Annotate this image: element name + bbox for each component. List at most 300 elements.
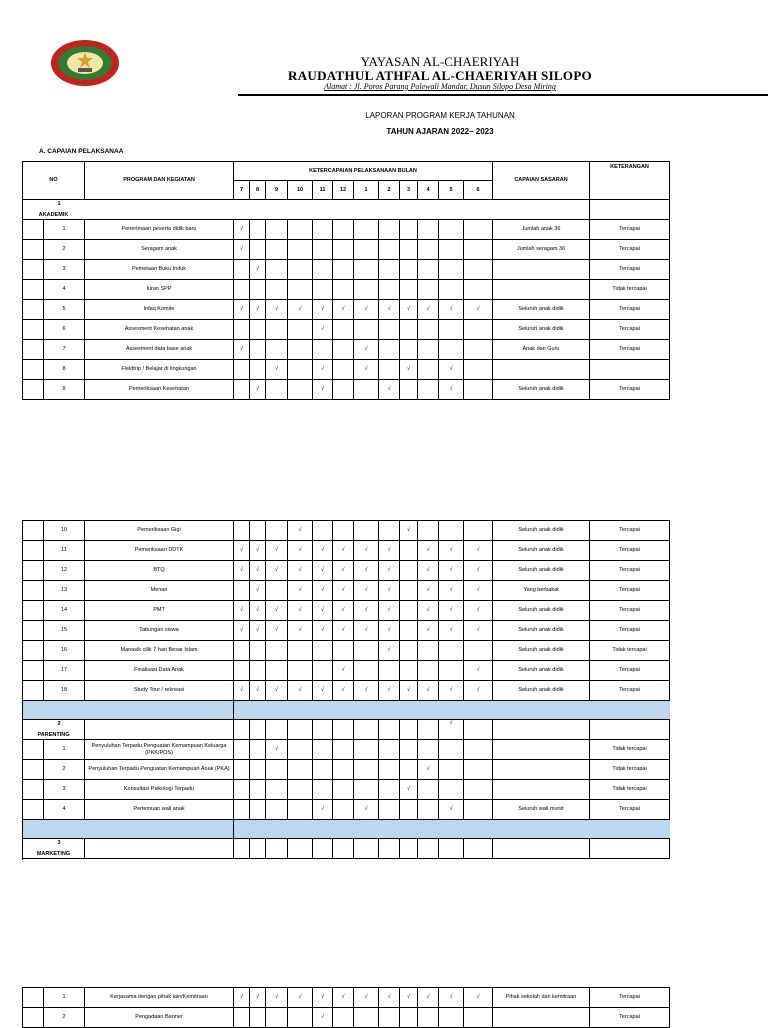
month-check [288,340,313,360]
month-check [266,1008,288,1028]
note-cell: Tidak tercapai [590,740,670,760]
month-check: √ [313,988,333,1008]
indent-cell [23,541,44,561]
note-cell: Tidak tercapai [590,641,670,661]
month-check [234,581,250,601]
section-akademik [23,200,85,220]
month-check [333,521,354,541]
target-cell [493,780,590,800]
month-check: √ [250,681,266,701]
program-name: Menari [85,581,234,601]
row-number: 18 [44,681,85,701]
month-check: √ [234,621,250,641]
row-number: 1 [44,740,85,760]
month-check [400,340,418,360]
program-name: Finalisasi Data Anak [85,661,234,681]
table-row [23,260,670,280]
row-number: 2 [44,240,85,260]
month-check [464,521,493,541]
month-check [266,641,288,661]
row-number: 16 [44,641,85,661]
row-number: 6 [44,320,85,340]
margin-line [22,987,23,1024]
program-name: Fieldtrip / Belajar di lingkungan [85,360,234,380]
program-name: Kerjasama dengan pihak lain/Kemitraan [85,988,234,1008]
program-table-page1 [22,161,670,400]
header-no: NO [23,162,85,200]
month-check: √ [418,621,439,641]
month-check [288,780,313,800]
month-check [288,240,313,260]
month-check [379,240,400,260]
month-check [313,260,333,280]
month-check [250,661,266,681]
month-check: √ [400,360,418,380]
month-check: √ [439,988,464,1008]
program-name: Penyuluhan Terpadu Penguatan Kemampuan Anak (PKA) [85,760,234,780]
row-number: 1 [44,988,85,1008]
month-check [439,340,464,360]
month-check: √ [464,601,493,621]
month-check [400,1008,418,1028]
month-check [266,320,288,340]
month-check: √ [250,621,266,641]
month-check [250,360,266,380]
indent-cell [23,661,44,681]
month-check [313,780,333,800]
month-check [250,641,266,661]
month-check [250,740,266,760]
month-check [333,360,354,380]
month-check [379,760,400,780]
indent-cell [23,641,44,661]
row-number: 14 [44,601,85,621]
note-cell: Tercapai [590,621,670,641]
month-check: √ [439,621,464,641]
row-number: 7 [44,340,85,360]
indent-cell [23,280,44,300]
row-number: 3 [44,260,85,280]
indent-cell [23,1008,44,1028]
margin-line [22,200,23,397]
month-check: √ [313,541,333,561]
month-check [250,780,266,800]
month-check [333,780,354,800]
month-check [400,661,418,681]
month-check [333,280,354,300]
table-row [23,300,670,320]
table-row [23,641,670,661]
month-check: √ [354,601,379,621]
month-check [288,740,313,760]
month-check [439,220,464,240]
month-check [250,280,266,300]
month-check: √ [234,340,250,360]
month-check: √ [266,988,288,1008]
month-check: √ [313,681,333,701]
month-check [354,641,379,661]
month-check [464,260,493,280]
month-check: √ [250,300,266,320]
table-row [23,581,670,601]
month-check [250,340,266,360]
month-check [464,360,493,380]
month-check [400,621,418,641]
month-check [439,280,464,300]
month-header: 6 [464,181,493,200]
month-check: √ [439,360,464,380]
indent-cell [23,220,44,240]
report-title: LAPORAN PROGRAM KERJA TAHUNAN [365,111,515,120]
month-check: √ [250,380,266,400]
month-check: √ [400,681,418,701]
row-number: 12 [44,561,85,581]
month-check: √ [464,988,493,1008]
note-cell: Tercapai [590,601,670,621]
note-cell: Tercapai [590,521,670,541]
month-check [288,661,313,681]
month-check: √ [464,581,493,601]
month-check [333,220,354,240]
month-check [379,220,400,240]
month-check [250,220,266,240]
month-check [266,581,288,601]
month-check [313,521,333,541]
indent-cell [23,780,44,800]
month-check [464,340,493,360]
month-check [266,521,288,541]
table-row [23,1008,670,1028]
month-check: √ [234,220,250,240]
month-check: √ [354,541,379,561]
note-cell: Tercapai [590,661,670,681]
month-check: √ [313,320,333,340]
section-marketing [23,839,85,859]
row-number: 17 [44,661,85,681]
program-name: Pemeriksaan Gigi [85,521,234,541]
row-number: 9 [44,380,85,400]
indent-cell [23,800,44,820]
table-row [23,780,670,800]
target-cell [493,360,590,380]
month-check: √ [234,240,250,260]
month-check: √ [333,561,354,581]
academic-year: TAHUN AJARAN 2022– 2023 [386,127,494,136]
target-cell [493,760,590,780]
month-header: 11 [313,181,333,200]
table-row [23,320,670,340]
month-check: √ [234,681,250,701]
month-check: √ [288,601,313,621]
month-check: √ [333,601,354,621]
month-check [464,220,493,240]
separator-band [23,701,670,720]
month-check [400,800,418,820]
note-cell: Tercapai [590,988,670,1008]
month-check [234,740,250,760]
month-check: √ [250,581,266,601]
note-cell [590,360,670,380]
month-check [418,220,439,240]
program-name: PMT [85,601,234,621]
target-cell: Seluruh anak didik [493,621,590,641]
month-check [288,280,313,300]
program-name: Pengadaan Banner [85,1008,234,1028]
month-check [333,380,354,400]
month-check [354,380,379,400]
month-check: √ [418,581,439,601]
month-check: √ [379,561,400,581]
target-cell: Seluruh anak didik [493,380,590,400]
indent-cell [23,740,44,760]
month-check [354,240,379,260]
target-cell: Seluruh anak didik [493,561,590,581]
row-number: 2 [44,1008,85,1028]
month-check: √ [234,300,250,320]
month-check: √ [439,581,464,601]
section-title: PARENTING [37,731,70,738]
target-cell: Seluruh anak didik [493,681,590,701]
row-number: 15 [44,621,85,641]
month-check [354,740,379,760]
month-check: √ [250,988,266,1008]
indent-cell [23,521,44,541]
note-cell: Tercapai [590,541,670,561]
month-check [266,780,288,800]
month-check: √ [439,561,464,581]
month-check [288,220,313,240]
note-cell: Tercapai [590,561,670,581]
month-check [464,780,493,800]
program-name: BTQ [85,561,234,581]
month-check [379,1008,400,1028]
table-row [23,561,670,581]
month-check [313,740,333,760]
month-check [234,760,250,780]
month-check [333,800,354,820]
month-check [313,240,333,260]
month-check: √ [464,661,493,681]
note-cell: Tercapai [590,581,670,601]
month-check: √ [439,681,464,701]
month-check [234,360,250,380]
indent-cell [23,320,44,340]
month-check [234,800,250,820]
month-check: √ [333,581,354,601]
org-name: YAYASAN AL-CHAERIYAH [360,54,520,69]
month-check: √ [333,621,354,641]
table-row [23,800,670,820]
month-check [266,280,288,300]
month-check: √ [418,601,439,621]
indent-cell [23,300,44,320]
month-check [288,800,313,820]
month-check [400,601,418,621]
month-check [464,240,493,260]
month-check [400,320,418,340]
month-check [333,760,354,780]
month-header: 12 [333,181,354,200]
table-row [23,988,670,1008]
month-check [288,260,313,280]
month-check: √ [439,601,464,621]
table-row [23,280,670,300]
month-check: √ [400,521,418,541]
indent-cell [23,260,44,280]
table-row [23,681,670,701]
section-number: 3 [57,840,61,847]
program-name: Pemeriksaan DDTK [85,541,234,561]
month-check: √ [464,541,493,561]
month-header: 10 [288,181,313,200]
month-check [418,800,439,820]
month-check [288,641,313,661]
month-check: √ [379,641,400,661]
section-row-parenting [23,720,670,740]
program-name: Assesment Kesehatan anak [85,320,234,340]
month-check: √ [379,581,400,601]
month-check [266,220,288,240]
note-cell: Tidak tercapai [590,280,670,300]
month-check [234,641,250,661]
month-check: √ [234,601,250,621]
month-check [354,661,379,681]
target-cell: Jumlah anak 36 [493,220,590,240]
month-check [464,760,493,780]
month-check: √ [288,300,313,320]
month-check [288,360,313,380]
note-cell: Tercapai [590,380,670,400]
month-check [354,780,379,800]
month-check [333,1008,354,1028]
month-check: √ [418,760,439,780]
separator-band [23,820,670,839]
row-number: 1 [44,220,85,240]
month-check: √ [288,581,313,601]
table-row [23,220,670,240]
month-check [250,760,266,780]
month-check [400,641,418,661]
month-check: √ [464,681,493,701]
month-check [400,240,418,260]
month-check [250,800,266,820]
month-check [418,280,439,300]
month-check [354,521,379,541]
month-check: √ [354,800,379,820]
month-check: √ [266,681,288,701]
month-check: √ [418,681,439,701]
target-cell: Anak dan Guru [493,340,590,360]
month-check: √ [379,541,400,561]
month-check [354,320,379,340]
month-header: 5 [439,181,464,200]
indent-cell [23,601,44,621]
month-check [333,641,354,661]
target-cell [493,740,590,760]
month-check: √ [288,561,313,581]
month-check [464,800,493,820]
month-check: √ [234,561,250,581]
month-check [464,740,493,760]
month-check: √ [379,681,400,701]
table-row [23,240,670,260]
note-cell: Tercapai [590,1008,670,1028]
indent-cell [23,681,44,701]
month-check [400,760,418,780]
month-check [333,240,354,260]
note-cell: Tercapai [590,681,670,701]
month-check [379,780,400,800]
month-check [250,320,266,340]
month-check [266,340,288,360]
month-check [464,1008,493,1028]
table-row [23,760,670,780]
month-check: √ [266,621,288,641]
month-check: √ [379,621,400,641]
month-check: √ [400,988,418,1008]
month-check [464,280,493,300]
target-cell: Yang berbakat [493,581,590,601]
month-check: √ [418,561,439,581]
row-number: 4 [44,280,85,300]
month-check [400,740,418,760]
month-check: √ [313,300,333,320]
month-check: √ [266,360,288,380]
month-check [234,260,250,280]
month-check: √ [288,988,313,1008]
month-check: √ [313,581,333,601]
month-check: √ [418,988,439,1008]
month-check: √ [313,380,333,400]
row-number: 2 [44,760,85,780]
month-header: 2 [379,181,400,200]
target-cell: Seluruh anak didik [493,300,590,320]
month-check [288,760,313,780]
note-cell: Tercapai [590,240,670,260]
month-check [400,380,418,400]
program-name: Manasik cilik 7 hari Besar Islam [85,641,234,661]
program-table-page3 [22,987,670,1028]
indent-cell [23,240,44,260]
header-months-title: KETERCAPAIAN PELAKSANAAN BULAN [234,162,493,181]
table-row [23,541,670,561]
month-check [250,1008,266,1028]
month-check: √ [418,300,439,320]
month-check: √ [333,661,354,681]
month-header: 3 [400,181,418,200]
month-check: √ [439,380,464,400]
target-cell [493,260,590,280]
school-address: Alamat : Jl. Poros Parang Polewali Mandar, Dusun Silopo Desa Miring [324,82,556,91]
month-check [400,260,418,280]
month-check [418,380,439,400]
header-note: KETERANGAN [590,162,670,200]
month-check [439,240,464,260]
month-check: √ [250,561,266,581]
month-header: 1 [354,181,379,200]
month-check [288,380,313,400]
month-check: √ [313,360,333,380]
month-check [400,220,418,240]
month-check [379,740,400,760]
month-check [418,740,439,760]
month-check [354,280,379,300]
month-check: √ [288,681,313,701]
month-check [266,240,288,260]
month-check: √ [379,380,400,400]
row-number: 8 [44,360,85,380]
target-cell: Seluruh anak didik [493,320,590,340]
